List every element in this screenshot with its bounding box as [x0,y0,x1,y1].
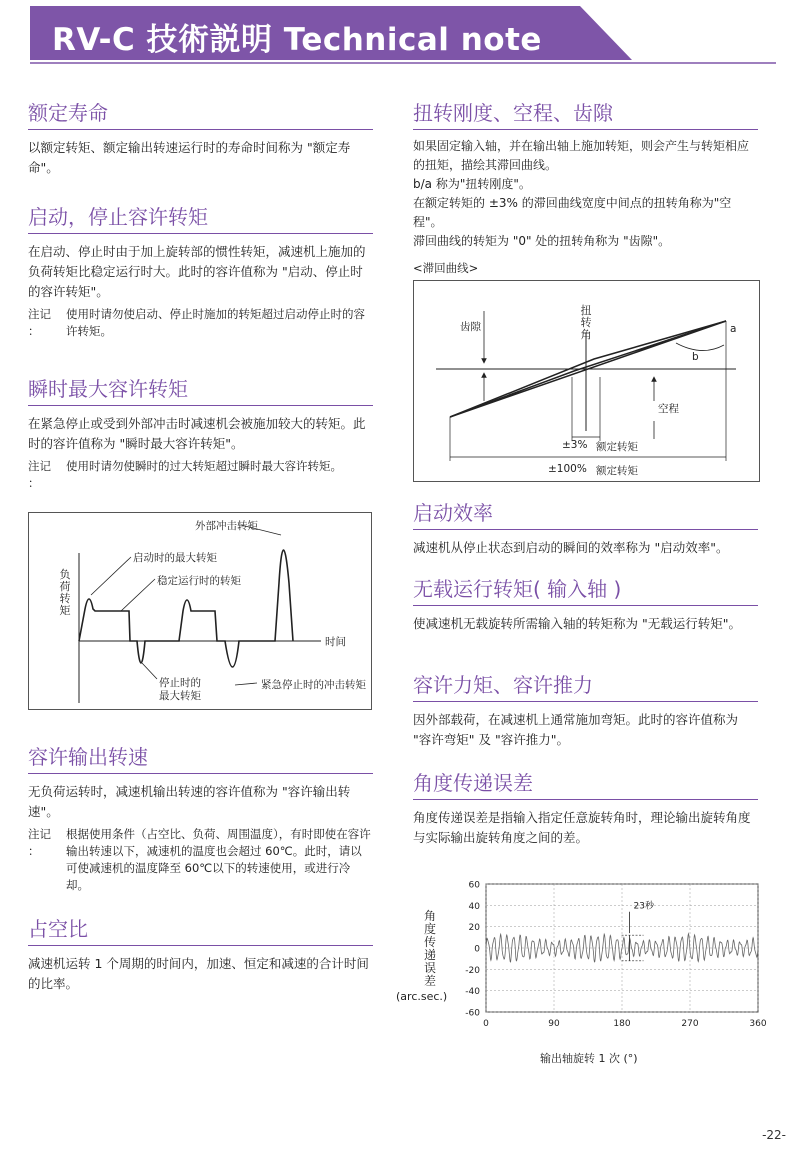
curve-caption: <滞回曲线> [413,261,479,275]
section-line: 如果固定输入轴，并在输出轴上施加转矩，则会产生与转矩相应的扭矩，描绘其滞回曲线。 [413,139,750,172]
note-label: 注记 ： [28,307,51,338]
section-title: 容许力矩、容许推力 [413,672,758,702]
label-backlash: 齿隙 [460,321,481,333]
chart-xlabel: 输出轴旋转 1 次 (°) [540,1052,638,1065]
section-moment [413,672,758,750]
section-text: 减速机从停止状态到启动的瞬间的效率称为 "启动效率"。 [413,540,729,555]
label-a: a [730,323,737,335]
section-angle-error [413,770,758,848]
label-emergency-stop: 紧急停止时的冲击转矩 [261,679,366,691]
label-steady: 稳定运行时的转矩 [157,575,241,587]
y-tick-label: 20 [468,923,480,934]
note-text: 使用时请勿使启动、停止时施加的转矩超过启动停止时的容许转矩。 [66,307,365,338]
section-text: 无负荷运转时，减速机输出转速的容许值称为 "容许输出转速"。 [28,784,351,819]
section-output-speed [28,744,373,894]
page-number: -22- [762,1128,786,1142]
note [28,306,373,340]
y-tick-label: -60 [465,1008,480,1019]
section-stiffness [413,100,758,278]
chart-ylabel: 角度传递误差 [424,909,437,988]
section-text: 减速机运转 1 个周期的时间内，加速、恒定和减速的合计时间的比率。 [28,956,369,991]
section-momentary [28,376,373,492]
y-axis-label: 负荷转矩 [59,568,71,617]
x-tick-label: 90 [548,1019,560,1029]
y-tick-label: 40 [468,901,480,912]
section-title: 额定寿命 [28,100,373,130]
label-lost-motion: 空程 [658,403,679,415]
section-line: b/a 称为"扭转刚度"。 [413,177,531,191]
y-axis-label: 扭转角 [580,304,592,341]
note-text: 使用时请勿使瞬时的过大转矩超过瞬时最大容许转矩。 [66,459,342,473]
section-text: 使减速机无载旋转所需输入轴的转矩称为 "无载运行转矩"。 [413,616,741,631]
section-text: 在启动、停止时由于加上旋转部的惯性转矩，减速机上施加的负荷转矩比稳定运行时大。此时的容许值称为 "启动、停止时的容许转矩"。 [28,244,366,299]
section-line: 滞回曲线的转矩为 "0" 处的扭转角称为 "齿隙"。 [413,234,671,248]
section-text: 因外部载荷，在减速机上通常施加弯矩。此时的容许值称为 "容许弯矩" 及 "容许推力"。 [413,712,739,747]
x-tick-label: 270 [681,1019,699,1029]
y-tick-label: 0 [474,944,480,955]
hysteresis-figure [413,280,760,482]
section-text: 在紧急停止或受到外部冲击时减速机会被施加较大的转矩。此时的容许值称为 "瞬时最大容许转矩"。 [28,416,366,451]
torque-figure [28,512,372,710]
section-title: 启动效率 [413,500,758,530]
label-start-max: 启动时的最大转矩 [133,552,217,564]
section-title: 角度传递误差 [413,770,758,800]
section-start-stop [28,204,373,340]
x-tick-label: 360 [749,1019,767,1029]
note-label: 注记 ： [28,827,51,858]
section-text: 角度传递误差是指输入指定任意旋转角时，理论输出旋转角度与实际输出旋转角度之间的差。 [413,810,751,845]
section-duty [28,916,373,994]
label-stop-max-1: 停止时的 [159,677,201,689]
label-external-shock: 外部冲击转矩 [195,520,258,532]
chart-yunit: (arc.sec.) [396,990,448,1003]
section-text: 以额定转矩、额定输出转速运行时的寿命时间称为 "额定寿命"。 [28,140,351,175]
section-title: 扭转刚度、空程、齿隙 [413,100,758,130]
section-title: 启动，停止容许转矩 [28,204,373,234]
section-title: 瞬时最大容许转矩 [28,376,373,406]
section-start-efficiency [413,500,758,558]
note [28,826,373,894]
note-text: 根据使用条件（占空比、负荷、周围温度），有时即使在容许输出转速以下，减速机的温度也会超过 60℃。此时，请以可使减速机的温度降至 60℃以下的转速使用，或进行冷却。 [66,827,371,892]
page-title: RV-C 技術説明 Technical note [52,22,542,58]
y-tick-label: -40 [465,987,480,998]
x-tick-label: 0 [483,1019,489,1029]
x-axis-label: 时间 [325,636,346,648]
label-b: b [692,351,699,363]
section-line: 在额定转矩的 ±3% 的滞回曲线宽度中间点的扭转角称为"空程"。 [413,196,732,229]
label-stop-max-2: 最大转矩 [159,690,201,702]
annotation-label: 23秒 [633,901,655,912]
section-no-load [413,576,758,634]
y-tick-label: -20 [465,965,480,976]
chart-svg [390,870,770,1070]
section-title: 容许输出转速 [28,744,373,774]
section-rated-life [28,100,373,178]
label-pm3: ±3% [562,439,588,451]
label-pm100-rated: 额定转矩 [596,465,638,477]
label-pm3-rated: 额定转矩 [596,441,638,453]
section-title: 占空比 [28,916,373,946]
section-title: 无载运行转矩( 输入轴 ) [413,576,758,606]
y-tick-label: 60 [468,880,480,891]
torque-curve [79,550,293,667]
angle-error-chart [390,870,770,1070]
x-tick-label: 180 [613,1019,631,1029]
note-label: 注记 ： [28,459,51,490]
page-header [0,0,800,66]
label-pm100: ±100% [548,463,587,475]
note [28,458,373,492]
